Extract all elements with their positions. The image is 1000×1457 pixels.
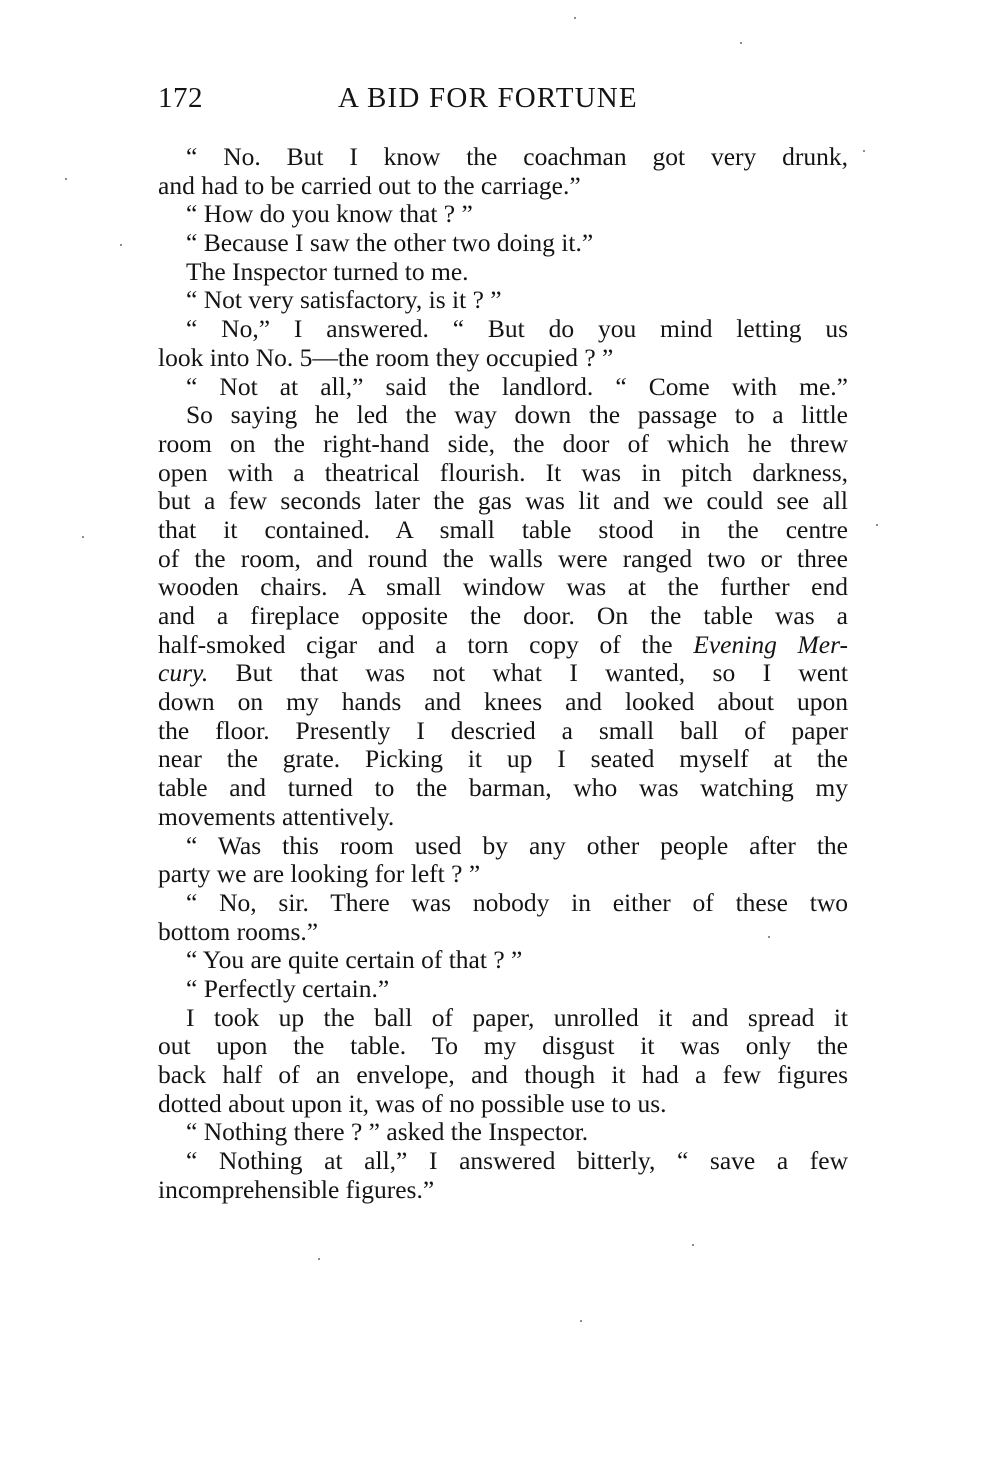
text-line: the floor. Presently I descried a small ball of paper [158,715,848,745]
text-line [158,631,848,660]
text-line: back half of an envelope, and though it had a few figures [158,1060,848,1089]
text-line: “ You are quite certain of that ? ” [186,945,523,975]
running-title: A BID FOR FORTUNE [338,82,638,114]
text-line: and a fireplace opposite the door. On the table was a [158,601,848,630]
text-line: movements attentively. [158,801,395,831]
text-line: “ No,” I answered. “ But do you mind letting us [186,314,848,344]
text-line: open with a theatrical flourish. It was in pitch darkness, [158,457,848,487]
scan-speck [120,244,122,246]
text-line: that it contained. A small table stood in the centre [158,514,848,544]
text-segment: But that was not what I wanted, so I went [208,658,848,688]
text-line: “ Not at all,” said the landlord. “ Come with me.” [186,371,848,401]
text-line: The Inspector turned to me. [186,256,469,286]
text-line: “ Not very satisfactory, is it ? ” [186,285,502,315]
text-line: dotted about upon it, was of no possible use to us. [158,1088,667,1118]
text-line: “ Perfectly certain.” [186,973,390,1003]
text-line: “ Nothing at all,” I answered bitterly, “ save a few [186,1146,848,1176]
text-line: “ No. But I know the coachman got very drunk, [186,142,848,171]
text-line: room on the right-hand side, the door of which he threw [158,428,848,458]
text-line: “ How do you know that ? ” [186,199,473,229]
text-line: “ Was this room used by any other people after the [186,830,848,860]
text-line: party we are looking for left ? ” [158,859,481,889]
text-line: “ Nothing there ? ” asked the Inspector. [186,1117,589,1147]
text-line: near the grate. Picking it up I seated myself at the [158,744,848,774]
italic-title: cury. [158,658,209,688]
text-line: of the room, and round the walls were ranged two or three [158,543,848,573]
text-line: and had to be carried out to the carriage.” [158,170,581,200]
scan-speck [318,1258,320,1260]
italic-title: Evening Mer- [693,629,849,659]
scan-speck [876,524,878,526]
text-line [158,659,848,688]
scan-speck [692,1244,694,1246]
page-number: 172 [158,82,203,114]
scan-speck [574,17,576,19]
scan-speck [740,42,742,44]
text-line: “ Because I saw the other two doing it.” [186,228,594,258]
scan-speck [82,536,84,538]
text-line: incomprehensible figures.” [158,1174,435,1204]
text-line: table and turned to the barman, who was watching my [158,773,848,803]
text-line: bottom rooms.” [158,916,319,946]
scan-speck [580,1320,582,1322]
scan-speck [768,936,770,938]
scan-speck [65,178,67,180]
scan-speck [863,150,865,152]
text-line: wooden chairs. A small window was at the further end [158,572,848,602]
text-line: I took up the ball of paper, unrolled it and spread it [186,1002,848,1032]
text-line: out upon the table. To my disgust it was only the [158,1031,848,1061]
text-segment: half-smoked cigar and a torn copy of the [158,629,694,659]
text-line: look into No. 5—the room they occupied ? ” [158,342,614,372]
text-line: “ No, sir. There was nobody in either of these two [186,887,848,917]
text-line: but a few seconds later the gas was lit and we could see all [158,486,848,516]
body-text [158,143,848,1204]
page-header [158,82,848,122]
text-line: down on my hands and knees and looked about upon [158,687,848,717]
text-line: So saying he led the way down the passage to a little [186,400,848,430]
